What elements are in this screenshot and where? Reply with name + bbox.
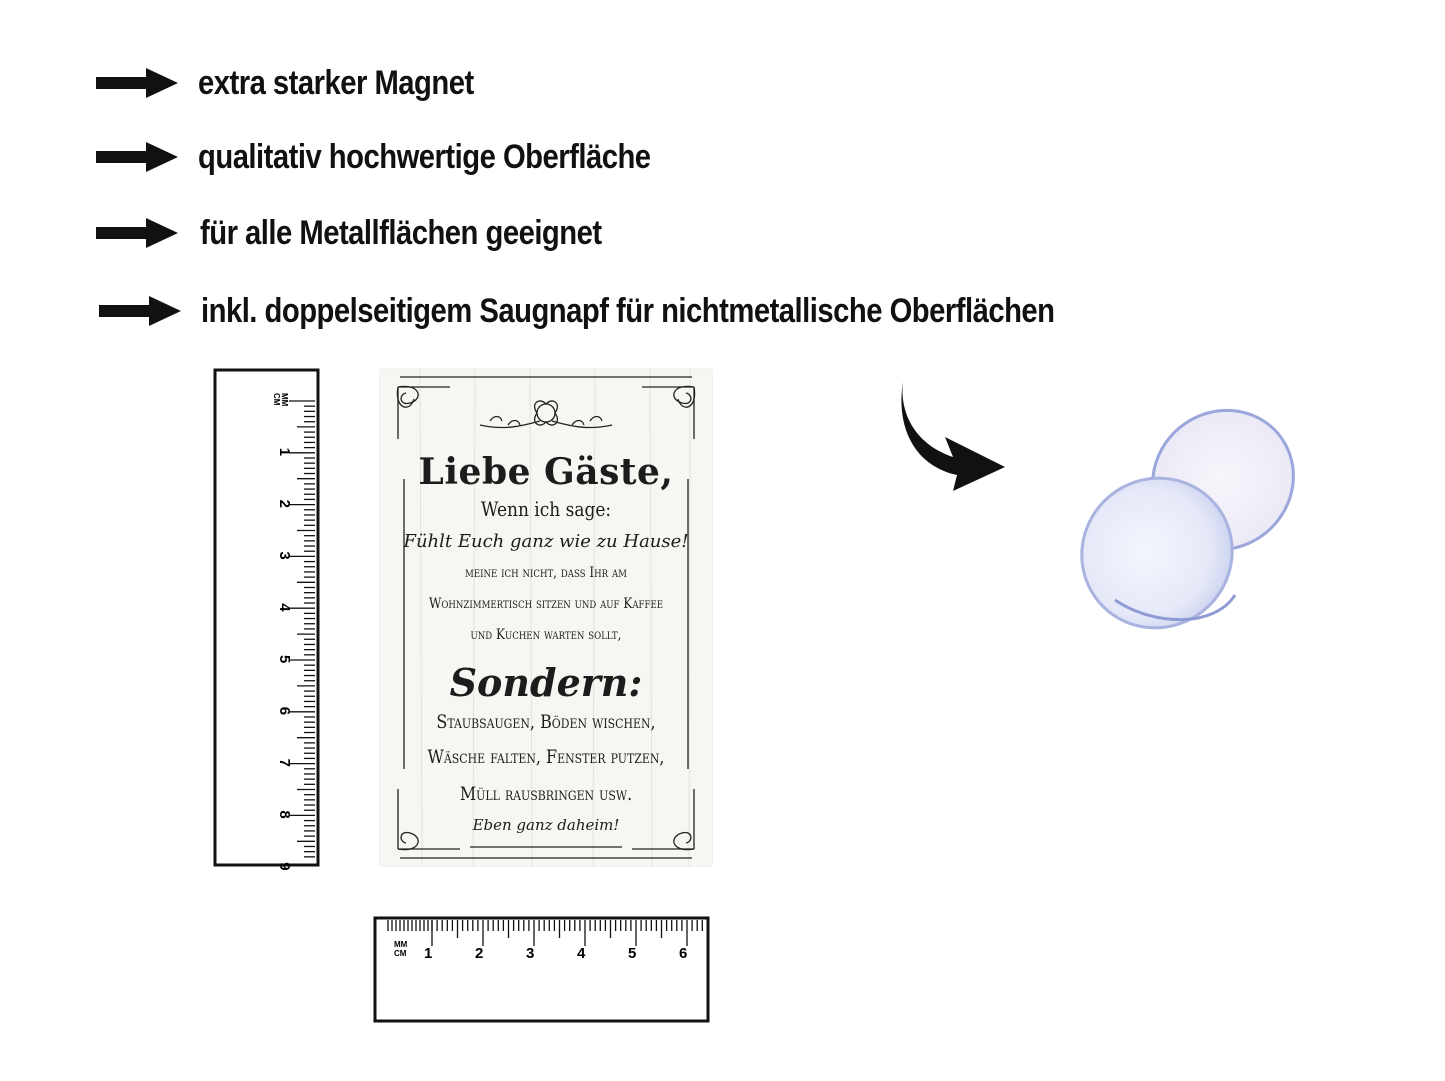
magnet-line-8: Wäsche falten, Fenster putzen, bbox=[427, 746, 665, 768]
magnet-line-1: Wenn ich sage: bbox=[480, 497, 612, 521]
feature-text-2: qualitativ hochwertige Oberfläche bbox=[198, 137, 651, 176]
feature-text-3: für alle Metallflächen geeignet bbox=[200, 213, 602, 252]
magnet-line-3: meine ich nicht, dass Ihr am bbox=[465, 565, 627, 581]
ruler-number: 7 bbox=[276, 758, 293, 767]
magnet-script-line: Fühlt Euch ganz wie zu Hause! bbox=[403, 531, 689, 552]
magnet-sondern: Sondern: bbox=[449, 660, 643, 705]
magnet-line-4: Wohnzimmertisch sitzen und auf Kaffee bbox=[428, 596, 664, 612]
ruler-number: 5 bbox=[276, 655, 293, 664]
right-arrow-icon bbox=[94, 139, 180, 175]
ruler-number: 3 bbox=[276, 551, 293, 560]
magnet-line-7: Staubsaugen, Böden wischen, bbox=[436, 711, 656, 733]
ruler-number: 4 bbox=[276, 603, 293, 612]
magnet-closing: Eben ganz daheim! bbox=[472, 816, 620, 834]
feature-text-4: inkl. doppelseitigem Saugnapf für nichtmetallische Oberflächen bbox=[201, 291, 1055, 330]
right-arrow-icon bbox=[94, 65, 180, 101]
feature-row-1 bbox=[94, 63, 519, 103]
vertical-ruler bbox=[208, 365, 324, 871]
ruler-number: 1 bbox=[424, 945, 433, 962]
ruler-number: 4 bbox=[577, 945, 586, 962]
right-arrow-icon bbox=[94, 215, 180, 251]
ruler-number: 6 bbox=[276, 706, 293, 716]
ruler-number: 6 bbox=[679, 945, 688, 962]
magnet-line-5: und Kuchen warten sollt, bbox=[470, 627, 622, 643]
ruler-number: 2 bbox=[475, 945, 484, 962]
ruler-h-unit-cm: CM bbox=[394, 949, 407, 958]
ruler-number: 5 bbox=[628, 945, 637, 962]
ruler-number: 2 bbox=[276, 499, 293, 508]
suction-cup bbox=[1075, 395, 1305, 635]
curved-arrow-icon bbox=[895, 375, 1010, 495]
feature-row-2 bbox=[94, 137, 724, 177]
magnet-sign bbox=[380, 369, 712, 866]
ruler-unit-mm: MM bbox=[280, 393, 289, 407]
right-arrow-icon bbox=[97, 293, 183, 329]
ruler-number: 3 bbox=[526, 945, 535, 962]
ruler-number: 1 bbox=[276, 447, 293, 457]
magnet-title: Liebe Gäste, bbox=[418, 451, 674, 493]
magnet-line-9: Müll rausbringen usw. bbox=[459, 783, 633, 805]
feature-text-1: extra starker Magnet bbox=[198, 63, 474, 102]
ruler-h-unit-mm: MM bbox=[394, 940, 408, 949]
horizontal-ruler bbox=[370, 913, 714, 1027]
ruler-unit-cm: CM bbox=[272, 393, 281, 406]
feature-row-4 bbox=[97, 291, 1193, 331]
ruler-number: 9 bbox=[276, 862, 293, 871]
ruler-number: 8 bbox=[276, 810, 293, 819]
feature-row-3 bbox=[94, 213, 667, 253]
